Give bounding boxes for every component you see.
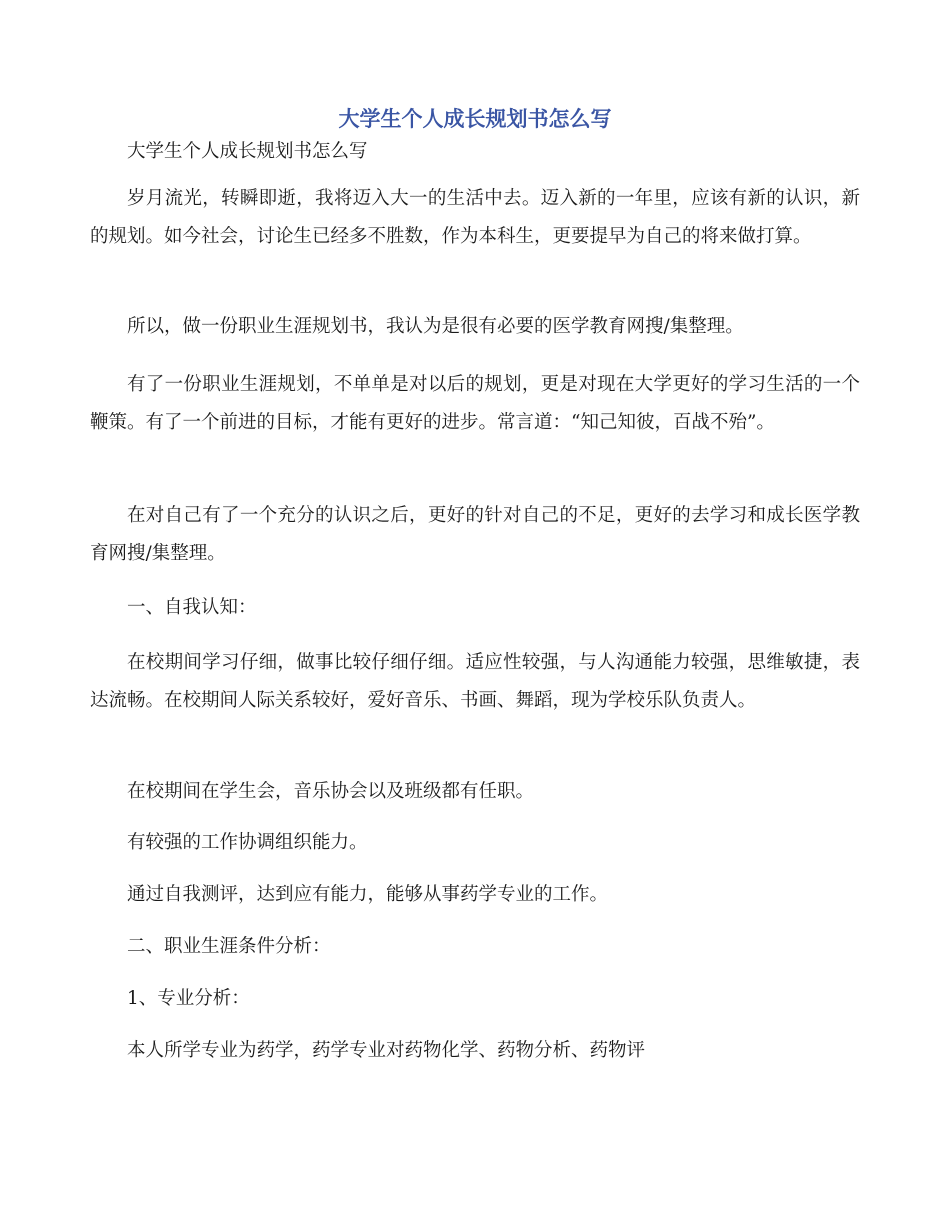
paragraph-intro: 岁月流光，转瞬即逝，我将迈入大一的生活中去。迈入新的一年里，应该有新的认识，新的规划。如今社会，讨论生已经多不胜数，作为本科生，更要提早为自己的将来做打算。: [90, 188, 860, 247]
paragraph-coordination: 有较强的工作协调组织能力。: [127, 832, 368, 853]
paragraph-major: 本人所学专业为药学，药学专业对药物化学、药物分析、药物评: [127, 1040, 646, 1061]
heading-self-cognition: 一、自我认知：: [127, 597, 257, 618]
paragraph-positions: 在校期间在学生会，音乐协会以及班级都有任职。: [127, 781, 535, 802]
heading-career-analysis: 二、职业生涯条件分析：: [127, 936, 331, 957]
paragraph-self-assessment: 通过自我测评，达到应有能力，能够从事药学专业的工作。: [127, 884, 609, 905]
paragraph-self-knowledge: 在对自己有了一个充分的认识之后，更好的针对自己的不足，更好的去学习和成长医学教育网搜/集整理。: [90, 505, 860, 564]
document-title: 大学生个人成长规划书怎么写: [338, 106, 612, 131]
paragraph-reason: 所以，做一份职业生涯规划书，我认为是很有必要的医学教育网搜/集整理。: [127, 316, 744, 337]
paragraph-motivation: 有了一份职业生涯规划，不单单是对以后的规划，更是对现在大学更好的学习生活的一个鞭策。有了一个前进的目标，才能有更好的进步。常言道：“知己知彼，百战不殆”。: [90, 374, 860, 433]
paragraph-subtitle: 大学生个人成长规划书怎么写: [127, 141, 368, 162]
heading-major-analysis: 1、专业分析：: [127, 988, 250, 1009]
paragraph-school-performance: 在校期间学习仔细，做事比较仔细仔细。适应性较强，与人沟通能力较强，思维敏捷，表达流畅。在校期间人际关系较好，爱好音乐、书画、舞蹈，现为学校乐队负责人。: [90, 652, 860, 711]
